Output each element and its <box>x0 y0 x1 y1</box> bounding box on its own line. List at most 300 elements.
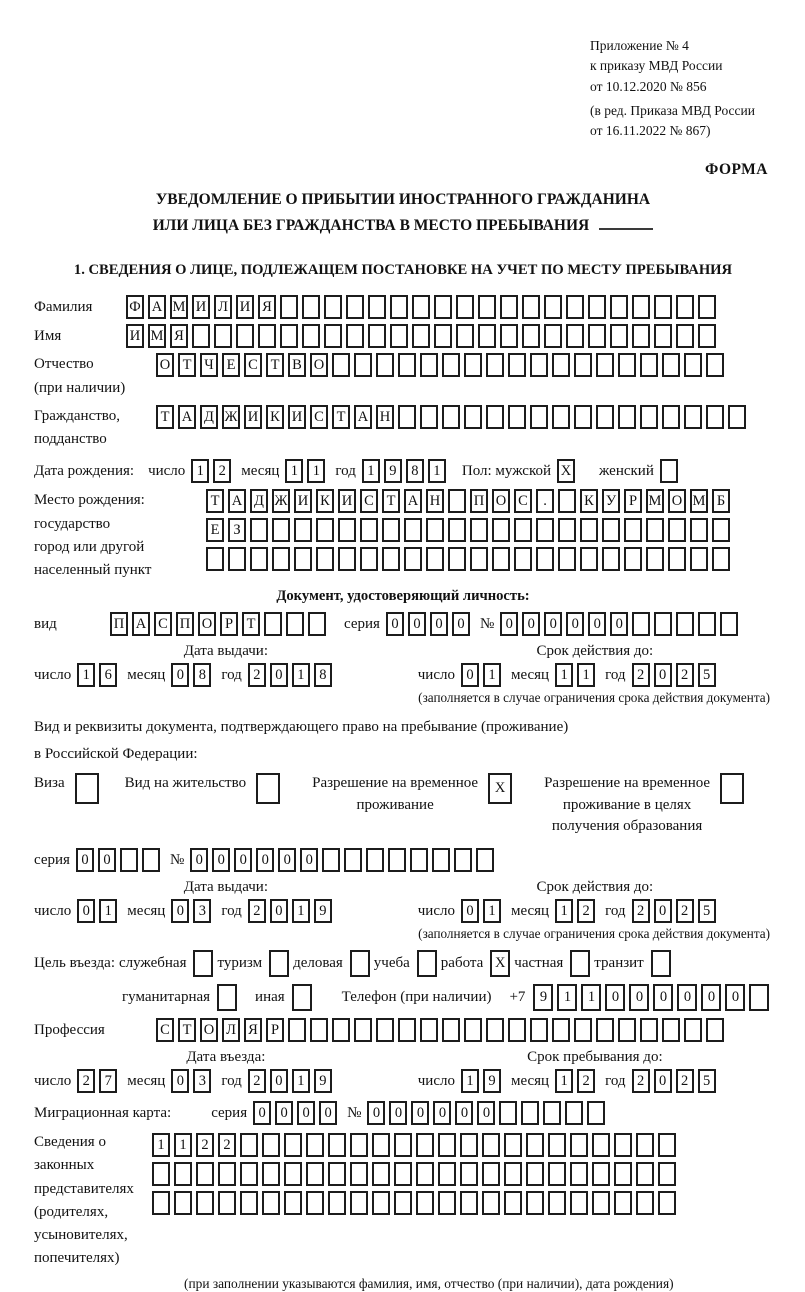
firstname-cell[interactable] <box>676 324 694 348</box>
citizenship-cell[interactable]: Ж <box>222 405 240 429</box>
citizenship-cell[interactable]: Т <box>156 405 174 429</box>
legal-reps-cell[interactable] <box>328 1133 346 1157</box>
legal-reps-cell[interactable] <box>240 1133 258 1157</box>
residence-issue-year-cell[interactable]: 2 <box>248 899 266 923</box>
transit-checkbox[interactable] <box>651 950 671 977</box>
birth-year-cell[interactable]: 1 <box>362 459 380 483</box>
phone-digit-cell[interactable]: 0 <box>701 984 721 1011</box>
firstname-cell[interactable] <box>654 324 672 348</box>
private-checkbox[interactable] <box>570 950 590 977</box>
phone-digit-cell[interactable]: 0 <box>629 984 649 1011</box>
birthplace-cell[interactable]: Е <box>206 518 224 542</box>
birthplace-cell[interactable] <box>690 518 708 542</box>
entry-year-cell[interactable]: 0 <box>270 1069 288 1093</box>
entry-year-cell[interactable]: 1 <box>292 1069 310 1093</box>
birthplace-cell[interactable] <box>492 518 510 542</box>
firstname-cell[interactable] <box>368 324 386 348</box>
surname-cell[interactable] <box>610 295 628 319</box>
phone-digit-cell[interactable]: 1 <box>557 984 577 1011</box>
surname-cell[interactable]: Ф <box>126 295 144 319</box>
citizenship-cell[interactable] <box>464 405 482 429</box>
stay-month-cell[interactable]: 2 <box>577 1069 595 1093</box>
birthplace-cell[interactable]: Д <box>250 489 268 513</box>
legal-reps-cell[interactable] <box>438 1191 456 1215</box>
legal-reps-cell[interactable] <box>614 1191 632 1215</box>
birthplace-cell[interactable] <box>294 518 312 542</box>
birthplace-cell[interactable] <box>580 547 598 571</box>
identity-valid-year-cell[interactable]: 2 <box>632 663 650 687</box>
birthplace-cell[interactable] <box>448 547 466 571</box>
firstname-cell[interactable] <box>324 324 342 348</box>
stay-year-cell[interactable]: 5 <box>698 1069 716 1093</box>
birthplace-cell[interactable] <box>712 547 730 571</box>
legal-reps-cell[interactable] <box>526 1162 544 1186</box>
identity-number-cell[interactable] <box>632 612 650 636</box>
patronymic-cell[interactable] <box>640 353 658 377</box>
citizenship-cell[interactable] <box>684 405 702 429</box>
legal-reps-cell[interactable] <box>658 1191 676 1215</box>
firstname-cell[interactable] <box>302 324 320 348</box>
residence-issue-day-cell[interactable]: 1 <box>99 899 117 923</box>
firstname-cell[interactable] <box>522 324 540 348</box>
stay-month-cell[interactable]: 1 <box>555 1069 573 1093</box>
birthplace-cell[interactable] <box>448 518 466 542</box>
residence-number-cell[interactable]: 0 <box>256 848 274 872</box>
birth-month-cell[interactable]: 1 <box>307 459 325 483</box>
patronymic-cell[interactable]: Т <box>266 353 284 377</box>
birthplace-cell[interactable] <box>602 518 620 542</box>
birthplace-cell[interactable]: Ж <box>272 489 290 513</box>
birthplace-cell[interactable]: М <box>646 489 664 513</box>
residence-issue-month-cell[interactable]: 0 <box>171 899 189 923</box>
legal-reps-cell[interactable] <box>482 1162 500 1186</box>
legal-reps-cell[interactable] <box>636 1162 654 1186</box>
birthplace-cell[interactable] <box>558 518 576 542</box>
surname-cell[interactable] <box>676 295 694 319</box>
firstname-cell[interactable] <box>478 324 496 348</box>
firstname-cell[interactable] <box>280 324 298 348</box>
birthplace-cell[interactable] <box>448 489 466 513</box>
patronymic-cell[interactable] <box>354 353 372 377</box>
birthplace-cell[interactable]: И <box>338 489 356 513</box>
legal-reps-cell[interactable] <box>350 1191 368 1215</box>
citizenship-cell[interactable] <box>486 405 504 429</box>
legal-reps-cell[interactable] <box>438 1162 456 1186</box>
identity-issue-year-cell[interactable]: 8 <box>314 663 332 687</box>
birthplace-cell[interactable] <box>536 547 554 571</box>
birthplace-cell[interactable] <box>272 518 290 542</box>
migration-number-cell[interactable]: 0 <box>477 1101 495 1125</box>
birthplace-cell[interactable]: И <box>294 489 312 513</box>
legal-reps-cell[interactable] <box>416 1191 434 1215</box>
firstname-cell[interactable] <box>236 324 254 348</box>
birth-day-cell[interactable]: 2 <box>213 459 231 483</box>
birthplace-cell[interactable] <box>668 518 686 542</box>
stay-day-cell[interactable]: 1 <box>461 1069 479 1093</box>
entry-day-cell[interactable]: 7 <box>99 1069 117 1093</box>
citizenship-cell[interactable] <box>530 405 548 429</box>
study-checkbox[interactable] <box>417 950 437 977</box>
legal-reps-cell[interactable] <box>548 1191 566 1215</box>
legal-reps-cell[interactable] <box>328 1191 346 1215</box>
birthplace-cell[interactable] <box>470 547 488 571</box>
migration-number-cell[interactable] <box>499 1101 517 1125</box>
residence-number-cell[interactable]: 0 <box>234 848 252 872</box>
citizenship-cell[interactable] <box>552 405 570 429</box>
residence-valid-year-cell[interactable]: 5 <box>698 899 716 923</box>
legal-reps-cell[interactable] <box>196 1191 214 1215</box>
legal-reps-cell[interactable] <box>504 1133 522 1157</box>
profession-cell[interactable] <box>596 1018 614 1042</box>
birth-year-cell[interactable]: 9 <box>384 459 402 483</box>
identity-issue-year-cell[interactable]: 1 <box>292 663 310 687</box>
surname-cell[interactable] <box>412 295 430 319</box>
birthplace-cell[interactable] <box>624 518 642 542</box>
residence-series-cell[interactable]: 0 <box>76 848 94 872</box>
legal-reps-cell[interactable] <box>262 1133 280 1157</box>
residence-issue-day-cell[interactable]: 0 <box>77 899 95 923</box>
birthplace-cell[interactable] <box>624 547 642 571</box>
birthplace-cell[interactable] <box>228 547 246 571</box>
birthplace-cell[interactable] <box>206 547 224 571</box>
birthplace-cell[interactable]: О <box>492 489 510 513</box>
identity-kind-cell[interactable]: П <box>110 612 128 636</box>
birthplace-cell[interactable] <box>646 547 664 571</box>
legal-reps-cell[interactable] <box>416 1133 434 1157</box>
birthplace-cell[interactable]: . <box>536 489 554 513</box>
patronymic-cell[interactable] <box>376 353 394 377</box>
entry-year-cell[interactable]: 2 <box>248 1069 266 1093</box>
patronymic-cell[interactable] <box>508 353 526 377</box>
legal-reps-cell[interactable]: 2 <box>218 1133 236 1157</box>
legal-reps-cell[interactable] <box>350 1162 368 1186</box>
patronymic-cell[interactable]: В <box>288 353 306 377</box>
birthplace-cell[interactable] <box>360 547 378 571</box>
identity-valid-year-cell[interactable]: 5 <box>698 663 716 687</box>
birthplace-cell[interactable] <box>470 518 488 542</box>
citizenship-cell[interactable]: А <box>178 405 196 429</box>
migration-series-cell[interactable]: 0 <box>297 1101 315 1125</box>
legal-reps-cell[interactable] <box>394 1162 412 1186</box>
identity-series-cell[interactable]: 0 <box>452 612 470 636</box>
profession-cell[interactable] <box>486 1018 504 1042</box>
legal-reps-cell[interactable] <box>372 1133 390 1157</box>
birthplace-cell[interactable]: Т <box>206 489 224 513</box>
birthplace-cell[interactable] <box>338 518 356 542</box>
birthplace-cell[interactable]: С <box>514 489 532 513</box>
legal-reps-cell[interactable] <box>350 1133 368 1157</box>
firstname-cell[interactable] <box>214 324 232 348</box>
birthplace-cell[interactable] <box>316 547 334 571</box>
residence-issue-year-cell[interactable]: 9 <box>314 899 332 923</box>
birthplace-cell[interactable]: А <box>404 489 422 513</box>
patronymic-cell[interactable] <box>552 353 570 377</box>
profession-cell[interactable] <box>332 1018 350 1042</box>
identity-number-cell[interactable]: 0 <box>544 612 562 636</box>
entry-day-cell[interactable]: 2 <box>77 1069 95 1093</box>
birthplace-cell[interactable] <box>426 518 444 542</box>
legal-reps-cell[interactable] <box>394 1191 412 1215</box>
identity-valid-month-cell[interactable]: 1 <box>555 663 573 687</box>
surname-cell[interactable] <box>302 295 320 319</box>
legal-reps-cell[interactable] <box>460 1162 478 1186</box>
patronymic-cell[interactable]: О <box>156 353 174 377</box>
surname-cell[interactable] <box>588 295 606 319</box>
identity-issue-year-cell[interactable]: 0 <box>270 663 288 687</box>
residence-number-cell[interactable] <box>454 848 472 872</box>
profession-cell[interactable]: Я <box>244 1018 262 1042</box>
patronymic-cell[interactable] <box>332 353 350 377</box>
firstname-cell[interactable] <box>544 324 562 348</box>
identity-number-cell[interactable] <box>676 612 694 636</box>
residence-number-cell[interactable] <box>366 848 384 872</box>
profession-cell[interactable]: Т <box>178 1018 196 1042</box>
business-trip-checkbox[interactable] <box>193 950 213 977</box>
birthplace-cell[interactable]: С <box>360 489 378 513</box>
surname-cell[interactable]: М <box>170 295 188 319</box>
residence-number-cell[interactable] <box>388 848 406 872</box>
profession-cell[interactable] <box>618 1018 636 1042</box>
identity-kind-cell[interactable] <box>286 612 304 636</box>
female-checkbox[interactable] <box>660 459 678 483</box>
profession-cell[interactable]: Л <box>222 1018 240 1042</box>
legal-reps-cell[interactable] <box>504 1191 522 1215</box>
birthplace-cell[interactable] <box>382 547 400 571</box>
citizenship-cell[interactable]: Д <box>200 405 218 429</box>
surname-cell[interactable] <box>632 295 650 319</box>
legal-reps-cell[interactable]: 2 <box>196 1133 214 1157</box>
surname-cell[interactable] <box>522 295 540 319</box>
birthplace-cell[interactable]: А <box>228 489 246 513</box>
profession-cell[interactable] <box>288 1018 306 1042</box>
legal-reps-cell[interactable] <box>570 1162 588 1186</box>
legal-reps-cell[interactable] <box>592 1162 610 1186</box>
citizenship-cell[interactable] <box>618 405 636 429</box>
surname-cell[interactable] <box>368 295 386 319</box>
residence-number-cell[interactable] <box>432 848 450 872</box>
legal-reps-cell[interactable] <box>636 1133 654 1157</box>
identity-valid-year-cell[interactable]: 0 <box>654 663 672 687</box>
birthplace-cell[interactable] <box>580 518 598 542</box>
legal-reps-cell[interactable] <box>174 1162 192 1186</box>
birthplace-cell[interactable] <box>558 547 576 571</box>
patronymic-cell[interactable] <box>596 353 614 377</box>
profession-cell[interactable] <box>574 1018 592 1042</box>
patronymic-cell[interactable]: Т <box>178 353 196 377</box>
legal-reps-cell[interactable] <box>372 1162 390 1186</box>
birthplace-cell[interactable]: О <box>668 489 686 513</box>
patronymic-cell[interactable] <box>574 353 592 377</box>
residence-number-cell[interactable]: 0 <box>212 848 230 872</box>
stay-year-cell[interactable]: 2 <box>632 1069 650 1093</box>
patronymic-cell[interactable] <box>618 353 636 377</box>
firstname-cell[interactable]: Я <box>170 324 188 348</box>
residence-valid-year-cell[interactable]: 2 <box>676 899 694 923</box>
residence-series-cell[interactable] <box>142 848 160 872</box>
surname-cell[interactable] <box>544 295 562 319</box>
identity-number-cell[interactable] <box>698 612 716 636</box>
tourism-checkbox[interactable] <box>269 950 289 977</box>
residence-valid-month-cell[interactable]: 2 <box>577 899 595 923</box>
identity-kind-cell[interactable]: П <box>176 612 194 636</box>
firstname-cell[interactable] <box>258 324 276 348</box>
legal-reps-cell[interactable] <box>614 1133 632 1157</box>
identity-series-cell[interactable]: 0 <box>430 612 448 636</box>
migration-number-cell[interactable] <box>543 1101 561 1125</box>
legal-reps-cell[interactable] <box>482 1133 500 1157</box>
profession-cell[interactable] <box>706 1018 724 1042</box>
profession-cell[interactable] <box>640 1018 658 1042</box>
legal-reps-cell[interactable] <box>240 1191 258 1215</box>
legal-reps-cell[interactable] <box>614 1162 632 1186</box>
birthplace-cell[interactable] <box>646 518 664 542</box>
legal-reps-cell[interactable] <box>372 1191 390 1215</box>
firstname-cell[interactable] <box>566 324 584 348</box>
legal-reps-cell[interactable] <box>218 1162 236 1186</box>
identity-number-cell[interactable] <box>720 612 738 636</box>
legal-reps-cell[interactable] <box>526 1133 544 1157</box>
birthplace-cell[interactable] <box>712 518 730 542</box>
migration-number-cell[interactable]: 0 <box>367 1101 385 1125</box>
legal-reps-cell[interactable] <box>262 1191 280 1215</box>
surname-cell[interactable] <box>500 295 518 319</box>
firstname-cell[interactable]: М <box>148 324 166 348</box>
surname-cell[interactable] <box>390 295 408 319</box>
birth-month-cell[interactable]: 1 <box>285 459 303 483</box>
profession-cell[interactable] <box>464 1018 482 1042</box>
profession-cell[interactable] <box>398 1018 416 1042</box>
firstname-cell[interactable] <box>610 324 628 348</box>
legal-reps-cell[interactable] <box>284 1191 302 1215</box>
profession-cell[interactable] <box>552 1018 570 1042</box>
legal-reps-cell[interactable] <box>438 1133 456 1157</box>
identity-kind-cell[interactable]: С <box>154 612 172 636</box>
humanitarian-checkbox[interactable] <box>217 984 237 1011</box>
legal-reps-cell[interactable] <box>394 1133 412 1157</box>
identity-number-cell[interactable] <box>654 612 672 636</box>
legal-reps-cell[interactable] <box>570 1191 588 1215</box>
male-checkbox[interactable]: X <box>557 459 575 483</box>
surname-cell[interactable]: А <box>148 295 166 319</box>
birthplace-cell[interactable] <box>404 518 422 542</box>
migration-number-cell[interactable] <box>587 1101 605 1125</box>
birthplace-cell[interactable]: К <box>316 489 334 513</box>
legal-reps-cell[interactable] <box>460 1133 478 1157</box>
patronymic-cell[interactable] <box>662 353 680 377</box>
legal-reps-cell[interactable] <box>306 1162 324 1186</box>
edu-residence-checkbox[interactable] <box>720 773 744 804</box>
birthplace-cell[interactable] <box>250 547 268 571</box>
stay-year-cell[interactable]: 0 <box>654 1069 672 1093</box>
profession-cell[interactable] <box>310 1018 328 1042</box>
birthplace-cell[interactable]: Т <box>382 489 400 513</box>
birth-year-cell[interactable]: 1 <box>428 459 446 483</box>
residence-valid-year-cell[interactable]: 0 <box>654 899 672 923</box>
birthplace-cell[interactable]: Р <box>624 489 642 513</box>
surname-cell[interactable] <box>346 295 364 319</box>
birthplace-cell[interactable] <box>602 547 620 571</box>
citizenship-cell[interactable]: Т <box>332 405 350 429</box>
profession-cell[interactable]: Р <box>266 1018 284 1042</box>
identity-valid-day-cell[interactable]: 0 <box>461 663 479 687</box>
migration-number-cell[interactable]: 0 <box>411 1101 429 1125</box>
identity-issue-day-cell[interactable]: 6 <box>99 663 117 687</box>
citizenship-cell[interactable]: К <box>266 405 284 429</box>
legal-reps-cell[interactable] <box>284 1133 302 1157</box>
firstname-cell[interactable] <box>698 324 716 348</box>
residence-issue-year-cell[interactable]: 0 <box>270 899 288 923</box>
migration-number-cell[interactable]: 0 <box>433 1101 451 1125</box>
phone-digit-cell[interactable]: 0 <box>605 984 625 1011</box>
identity-kind-cell[interactable]: Т <box>242 612 260 636</box>
commercial-checkbox[interactable] <box>350 950 370 977</box>
patronymic-cell[interactable] <box>706 353 724 377</box>
identity-series-cell[interactable]: 0 <box>386 612 404 636</box>
birthplace-cell[interactable] <box>536 518 554 542</box>
phone-digit-cell[interactable]: 1 <box>581 984 601 1011</box>
identity-valid-year-cell[interactable]: 2 <box>676 663 694 687</box>
residence-number-cell[interactable] <box>410 848 428 872</box>
residence-number-cell[interactable]: 0 <box>300 848 318 872</box>
stay-year-cell[interactable]: 2 <box>676 1069 694 1093</box>
firstname-cell[interactable] <box>390 324 408 348</box>
identity-number-cell[interactable]: 0 <box>566 612 584 636</box>
birthplace-cell[interactable] <box>492 547 510 571</box>
profession-cell[interactable] <box>442 1018 460 1042</box>
identity-issue-month-cell[interactable]: 0 <box>171 663 189 687</box>
birthplace-cell[interactable] <box>294 547 312 571</box>
birthplace-cell[interactable] <box>514 547 532 571</box>
profession-cell[interactable] <box>684 1018 702 1042</box>
citizenship-cell[interactable] <box>508 405 526 429</box>
identity-kind-cell[interactable] <box>308 612 326 636</box>
firstname-cell[interactable] <box>500 324 518 348</box>
migration-number-cell[interactable] <box>521 1101 539 1125</box>
identity-valid-month-cell[interactable]: 1 <box>577 663 595 687</box>
surname-cell[interactable] <box>478 295 496 319</box>
birthplace-cell[interactable] <box>382 518 400 542</box>
legal-reps-cell[interactable] <box>658 1133 676 1157</box>
surname-cell[interactable]: Я <box>258 295 276 319</box>
identity-number-cell[interactable]: 0 <box>588 612 606 636</box>
legal-reps-cell[interactable]: 1 <box>174 1133 192 1157</box>
citizenship-cell[interactable]: И <box>244 405 262 429</box>
legal-reps-cell[interactable] <box>152 1191 170 1215</box>
birthplace-cell[interactable]: К <box>580 489 598 513</box>
identity-issue-year-cell[interactable]: 2 <box>248 663 266 687</box>
profession-cell[interactable] <box>662 1018 680 1042</box>
legal-reps-cell[interactable] <box>262 1162 280 1186</box>
migration-series-cell[interactable]: 0 <box>319 1101 337 1125</box>
phone-digit-cell[interactable]: 0 <box>725 984 745 1011</box>
patronymic-cell[interactable] <box>398 353 416 377</box>
birth-year-cell[interactable]: 8 <box>406 459 424 483</box>
residence-number-cell[interactable]: 0 <box>190 848 208 872</box>
residence-valid-year-cell[interactable]: 2 <box>632 899 650 923</box>
surname-cell[interactable] <box>434 295 452 319</box>
identity-number-cell[interactable]: 0 <box>500 612 518 636</box>
legal-reps-cell[interactable] <box>636 1191 654 1215</box>
firstname-cell[interactable] <box>346 324 364 348</box>
citizenship-cell[interactable] <box>640 405 658 429</box>
identity-series-cell[interactable]: 0 <box>408 612 426 636</box>
citizenship-cell[interactable] <box>398 405 416 429</box>
legal-reps-cell[interactable] <box>592 1191 610 1215</box>
birthplace-cell[interactable] <box>690 547 708 571</box>
legal-reps-cell[interactable] <box>460 1191 478 1215</box>
citizenship-cell[interactable]: С <box>310 405 328 429</box>
identity-number-cell[interactable]: 0 <box>522 612 540 636</box>
